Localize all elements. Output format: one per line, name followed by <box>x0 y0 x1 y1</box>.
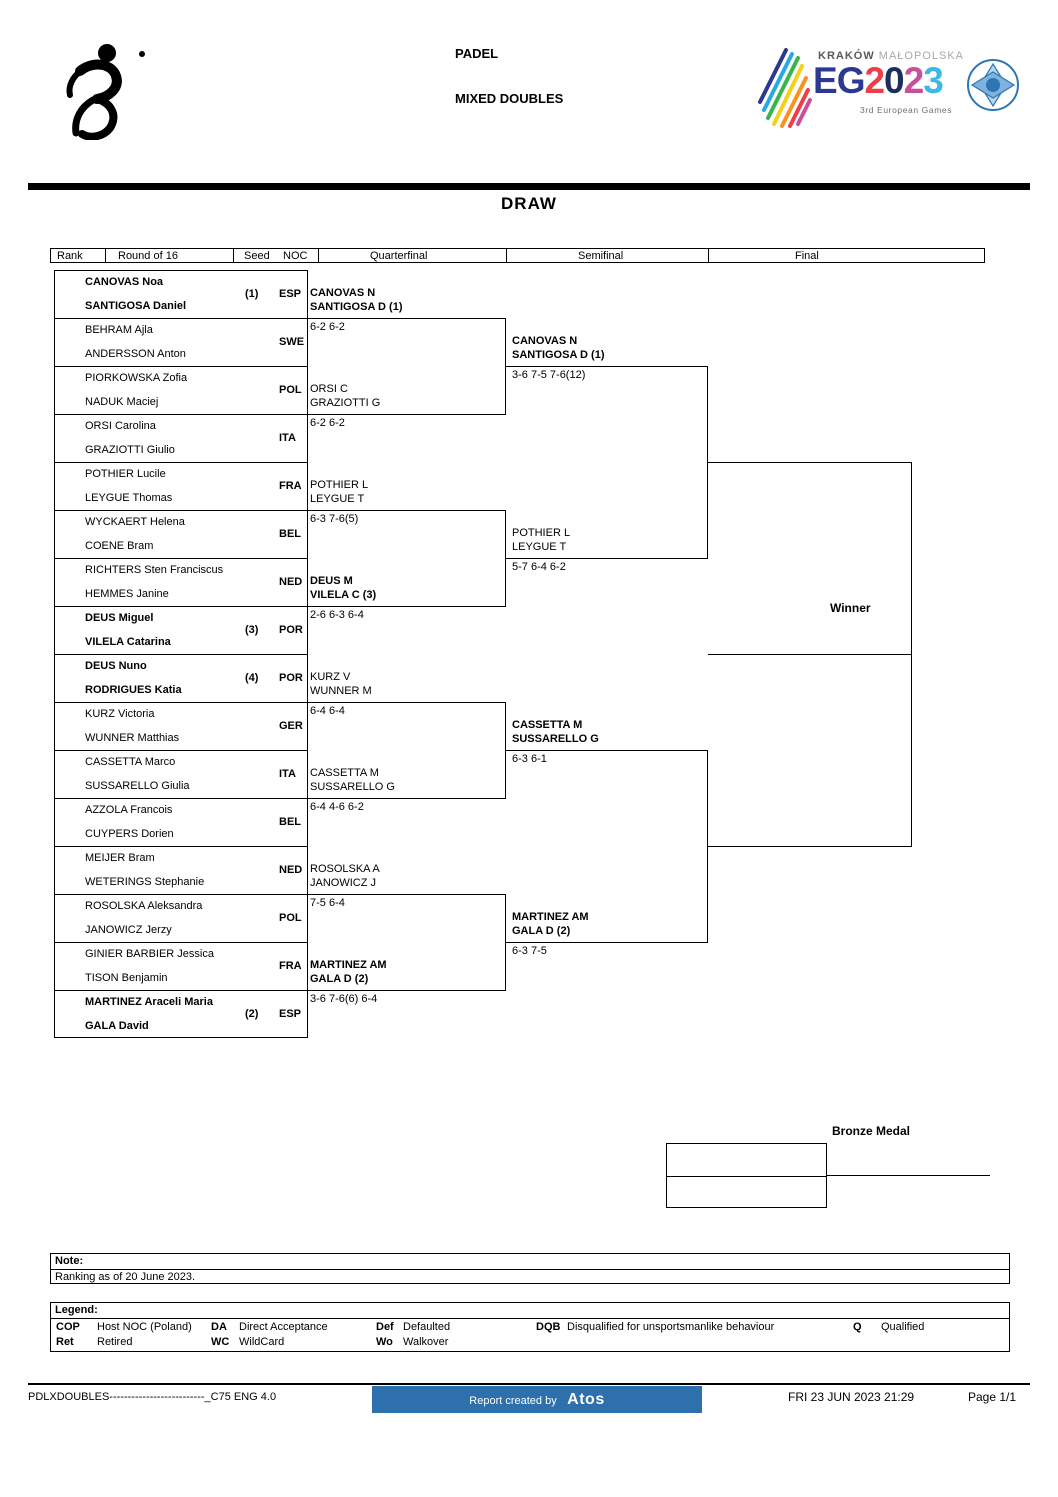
bronze-match-box <box>666 1143 827 1208</box>
column-separator <box>318 248 319 263</box>
team-box <box>54 366 308 414</box>
sf-match-score: 5-7 6-4 6-2 <box>512 561 566 573</box>
noc-label: POR <box>279 624 303 636</box>
player2-name: CUYPERS Dorien <box>85 828 174 840</box>
note-box <box>50 1253 1010 1284</box>
noc-label: ESP <box>279 288 302 300</box>
sf-winner-line1: POTHIER L <box>512 527 571 539</box>
player1-name: KURZ Victoria <box>85 708 155 720</box>
legend-entry <box>211 1321 227 1334</box>
sf-winner-line2: SUSSARELLO G <box>512 733 599 745</box>
athlete-pictogram-icon <box>52 40 147 140</box>
sf-winner-line1: CASSETTA M <box>512 719 583 731</box>
eg-letter: 2 <box>903 60 924 101</box>
seed-label: (3) <box>245 624 259 636</box>
sf-winner-line2: LEYGUE T <box>512 541 567 553</box>
qf-winner-line2: LEYGUE T <box>310 493 365 505</box>
player2-name: SANTIGOSA Daniel <box>85 300 187 312</box>
noc-label: FRA <box>279 480 302 492</box>
legend-def: Qualified <box>881 1321 925 1333</box>
legend-entry <box>536 1321 560 1334</box>
legend-abbr: WC <box>211 1336 230 1348</box>
bracket-line <box>308 510 506 511</box>
bracket-line <box>308 318 506 319</box>
eg-letter: E <box>813 60 837 101</box>
federation-emblem-icon <box>966 58 1020 112</box>
qf-winner-line1: CANOVAS N <box>310 287 376 299</box>
team-box <box>54 750 308 798</box>
header-divider-bar <box>28 183 1030 190</box>
sf-winner-line2: GALA D (2) <box>512 925 571 937</box>
report-created-bar <box>372 1386 702 1413</box>
bronze-divider <box>667 1176 826 1177</box>
legend-label: Legend: <box>55 1304 98 1316</box>
player1-name: BEHRAM Ajla <box>85 324 153 336</box>
bracket-line <box>708 846 912 847</box>
player1-name: PIORKOWSKA Zofia <box>85 372 188 384</box>
column-header-semifinal: Semifinal <box>578 250 624 262</box>
player1-name: POTHIER Lucile <box>85 468 166 480</box>
seed-label: (2) <box>245 1008 259 1020</box>
qf-match-score: 3-6 7-6(6) 6-4 <box>310 993 378 1005</box>
noc-label: SWE <box>279 336 305 348</box>
qf-winner-line1: ORSI C <box>310 383 348 395</box>
sf-winner-line1: MARTINEZ AM <box>512 911 589 923</box>
qf-winner-line2: SANTIGOSA D (1) <box>310 301 403 313</box>
noc-label: ITA <box>279 768 296 780</box>
sf-winner-line2: SANTIGOSA D (1) <box>512 349 605 361</box>
atos-logo: Atos <box>567 1391 605 1408</box>
team-box <box>54 462 308 510</box>
player1-name: CANOVAS Noa <box>85 276 164 288</box>
bronze-winner-line <box>827 1175 990 1176</box>
team-box <box>54 558 308 606</box>
bracket-line <box>506 366 708 367</box>
legend-entry <box>56 1321 80 1334</box>
note-text: Ranking as of 20 June 2023. <box>55 1271 196 1283</box>
eg-stripes-icon <box>752 40 812 128</box>
qf-winner-line2: WUNNER M <box>310 685 372 697</box>
seed-label: (4) <box>245 672 259 684</box>
column-header-quarterfinal: Quarterfinal <box>370 250 428 262</box>
team-box <box>54 606 308 654</box>
seed-label: (1) <box>245 288 259 300</box>
legend-def: WildCard <box>239 1336 285 1348</box>
bracket-line <box>708 462 912 463</box>
team-box <box>54 702 308 750</box>
legend-entry <box>853 1321 862 1334</box>
noc-label: FRA <box>279 960 302 972</box>
player1-name: AZZOLA Francois <box>85 804 173 816</box>
bracket-line <box>506 750 708 751</box>
bracket-header-row <box>50 248 985 263</box>
team-box <box>54 990 308 1038</box>
player2-name: ANDERSSON Anton <box>85 348 186 360</box>
bracket-line <box>506 558 708 559</box>
bronze-medal-label: Bronze Medal <box>832 1124 911 1138</box>
bracket-line <box>506 942 708 943</box>
team-box <box>54 270 308 318</box>
qf-winner-line2: GALA D (2) <box>310 973 369 985</box>
noc-label: BEL <box>279 528 301 540</box>
qf-winner-line2: SUSSARELLO G <box>310 781 395 793</box>
sf-match-score: 6-3 7-5 <box>512 945 547 957</box>
eg-region-label: MAŁOPOLSKA <box>878 50 964 62</box>
legend-def: Host NOC (Poland) <box>97 1321 192 1333</box>
player1-name: CASSETTA Marco <box>85 756 176 768</box>
legend-def: Walkover <box>403 1336 449 1348</box>
sf-match-score: 6-3 6-1 <box>512 753 547 765</box>
eg-letter: 3 <box>923 60 943 101</box>
player2-name: GRAZIOTTI Giulio <box>85 444 175 456</box>
note-divider <box>51 1269 1009 1270</box>
bracket-line <box>308 702 506 703</box>
noc-label: POL <box>279 912 302 924</box>
noc-label: ITA <box>279 432 296 444</box>
noc-label: POL <box>279 384 302 396</box>
column-header-seed: Seed <box>244 250 270 262</box>
eg-city-label: KRAKÓW <box>818 50 875 62</box>
player1-name: DEUS Miguel <box>85 612 154 624</box>
note-label: Note: <box>55 1255 84 1267</box>
bracket-line <box>308 606 506 607</box>
column-header-rank: Rank <box>57 250 83 262</box>
team-box <box>54 846 308 894</box>
noc-label: BEL <box>279 816 301 828</box>
column-header-noc: NOC <box>283 250 308 262</box>
eg-letter: 2 <box>864 60 885 101</box>
eg-subtitle: 3rd European Games <box>860 105 953 115</box>
player2-name: NADUK Maciej <box>85 396 159 408</box>
eg-letter: G <box>836 60 865 101</box>
noc-label: NED <box>279 576 303 588</box>
legend-abbr: COP <box>56 1321 80 1333</box>
qf-winner-line1: ROSOLSKA A <box>310 863 380 875</box>
footer-divider <box>28 1383 1030 1385</box>
player2-name: GALA David <box>85 1020 149 1032</box>
team-box <box>54 318 308 366</box>
player2-name: TISON Benjamin <box>85 972 168 984</box>
winner-line <box>708 654 912 655</box>
legend-divider <box>51 1318 1009 1319</box>
qf-winner-line2: GRAZIOTTI G <box>310 397 381 409</box>
player2-name: JANOWICZ Jerzy <box>85 924 172 936</box>
qf-winner-line1: DEUS M <box>310 575 353 587</box>
legend-entry <box>56 1336 74 1349</box>
team-box <box>54 942 308 990</box>
column-header-round-of-16: Round of 16 <box>118 250 178 262</box>
noc-label: NED <box>279 864 303 876</box>
noc-label: POR <box>279 672 303 684</box>
legend-abbr: Def <box>376 1321 394 1333</box>
column-separator <box>105 248 106 263</box>
bracket-line <box>308 894 506 895</box>
team-box <box>54 654 308 702</box>
team-box <box>54 894 308 942</box>
sf-winner-line1: CANOVAS N <box>512 335 578 347</box>
noc-label: GER <box>279 720 303 732</box>
eg-letter: 0 <box>884 60 904 101</box>
qf-winner-line1: KURZ V <box>310 671 351 683</box>
legend-def: Disqualified for unsportsmanlike behaviour <box>567 1321 775 1333</box>
bracket-line <box>308 990 506 991</box>
team-box <box>54 510 308 558</box>
player1-name: DEUS Nuno <box>85 660 147 672</box>
page-title: DRAW <box>501 194 557 213</box>
legend-abbr: Wo <box>376 1336 393 1348</box>
team-box <box>54 414 308 462</box>
legend-def: Defaulted <box>403 1321 451 1333</box>
footer-doc-code: PDLXDOUBLES--------------------------_C75 ENG 4.0 <box>28 1391 277 1403</box>
player1-name: RICHTERS Sten Franciscus <box>85 564 224 576</box>
legend-entry <box>376 1321 394 1334</box>
legend-abbr: DA <box>211 1321 227 1333</box>
qf-match-score: 6-2 6-2 <box>310 321 345 333</box>
legend-box <box>50 1302 1010 1352</box>
winner-label: Winner <box>830 601 871 615</box>
column-separator <box>233 248 234 263</box>
column-separator <box>506 248 507 263</box>
qf-match-score: 2-6 6-3 6-4 <box>310 609 364 621</box>
player2-name: VILELA Catarina <box>85 636 171 648</box>
player2-name: SUSSARELLO Giulia <box>85 780 190 792</box>
footer-page-number: Page 1/1 <box>968 1390 1017 1404</box>
legend-abbr: DQB <box>536 1321 561 1333</box>
qf-match-score: 6-4 6-4 <box>310 705 345 717</box>
legend-def: Direct Acceptance <box>239 1321 328 1333</box>
team-box <box>54 798 308 846</box>
qf-match-score: 6-3 7-6(5) <box>310 513 359 525</box>
column-header-final: Final <box>795 250 819 262</box>
event-title: MIXED DOUBLES <box>455 91 564 106</box>
qf-match-score: 7-5 6-4 <box>310 897 345 909</box>
player1-name: MARTINEZ Araceli Maria <box>85 996 213 1008</box>
eg2023-wordmark <box>813 60 943 102</box>
player2-name: RODRIGUES Katia <box>85 684 182 696</box>
player2-name: HEMMES Janine <box>85 588 169 600</box>
player1-name: GINIER BARBIER Jessica <box>85 948 214 960</box>
footer-datetime: FRI 23 JUN 2023 21:29 <box>788 1390 915 1404</box>
legend-abbr: Q <box>853 1321 862 1333</box>
qf-winner-line2: VILELA C (3) <box>310 589 377 601</box>
player1-name: ROSOLSKA Aleksandra <box>85 900 203 912</box>
qf-match-score: 6-2 6-2 <box>310 417 345 429</box>
qf-winner-line2: JANOWICZ J <box>310 877 376 889</box>
legend-entry <box>376 1336 393 1349</box>
player2-name: LEYGUE Thomas <box>85 492 173 504</box>
player2-name: WETERINGS Stephanie <box>85 876 205 888</box>
player2-name: COENE Bram <box>85 540 154 552</box>
noc-label: ESP <box>279 1008 302 1020</box>
legend-entry <box>211 1336 229 1349</box>
player1-name: ORSI Carolina <box>85 420 156 432</box>
sf-match-score: 3-6 7-5 7-6(12) <box>512 369 586 381</box>
qf-winner-line1: MARTINEZ AM <box>310 959 387 971</box>
legend-def: Retired <box>97 1336 133 1348</box>
qf-winner-line1: POTHIER L <box>310 479 369 491</box>
bracket-line <box>308 414 506 415</box>
bracket-line <box>308 798 506 799</box>
sport-title: PADEL <box>455 46 499 61</box>
qf-match-score: 6-4 4-6 6-2 <box>310 801 364 813</box>
report-created-text: Report created by <box>469 1395 557 1407</box>
player1-name: WYCKAERT Helena <box>85 516 185 528</box>
qf-winner-line1: CASSETTA M <box>310 767 379 779</box>
player2-name: WUNNER Matthias <box>85 732 180 744</box>
legend-abbr: Ret <box>56 1336 74 1348</box>
column-separator <box>708 248 709 263</box>
player1-name: MEIJER Bram <box>85 852 155 864</box>
